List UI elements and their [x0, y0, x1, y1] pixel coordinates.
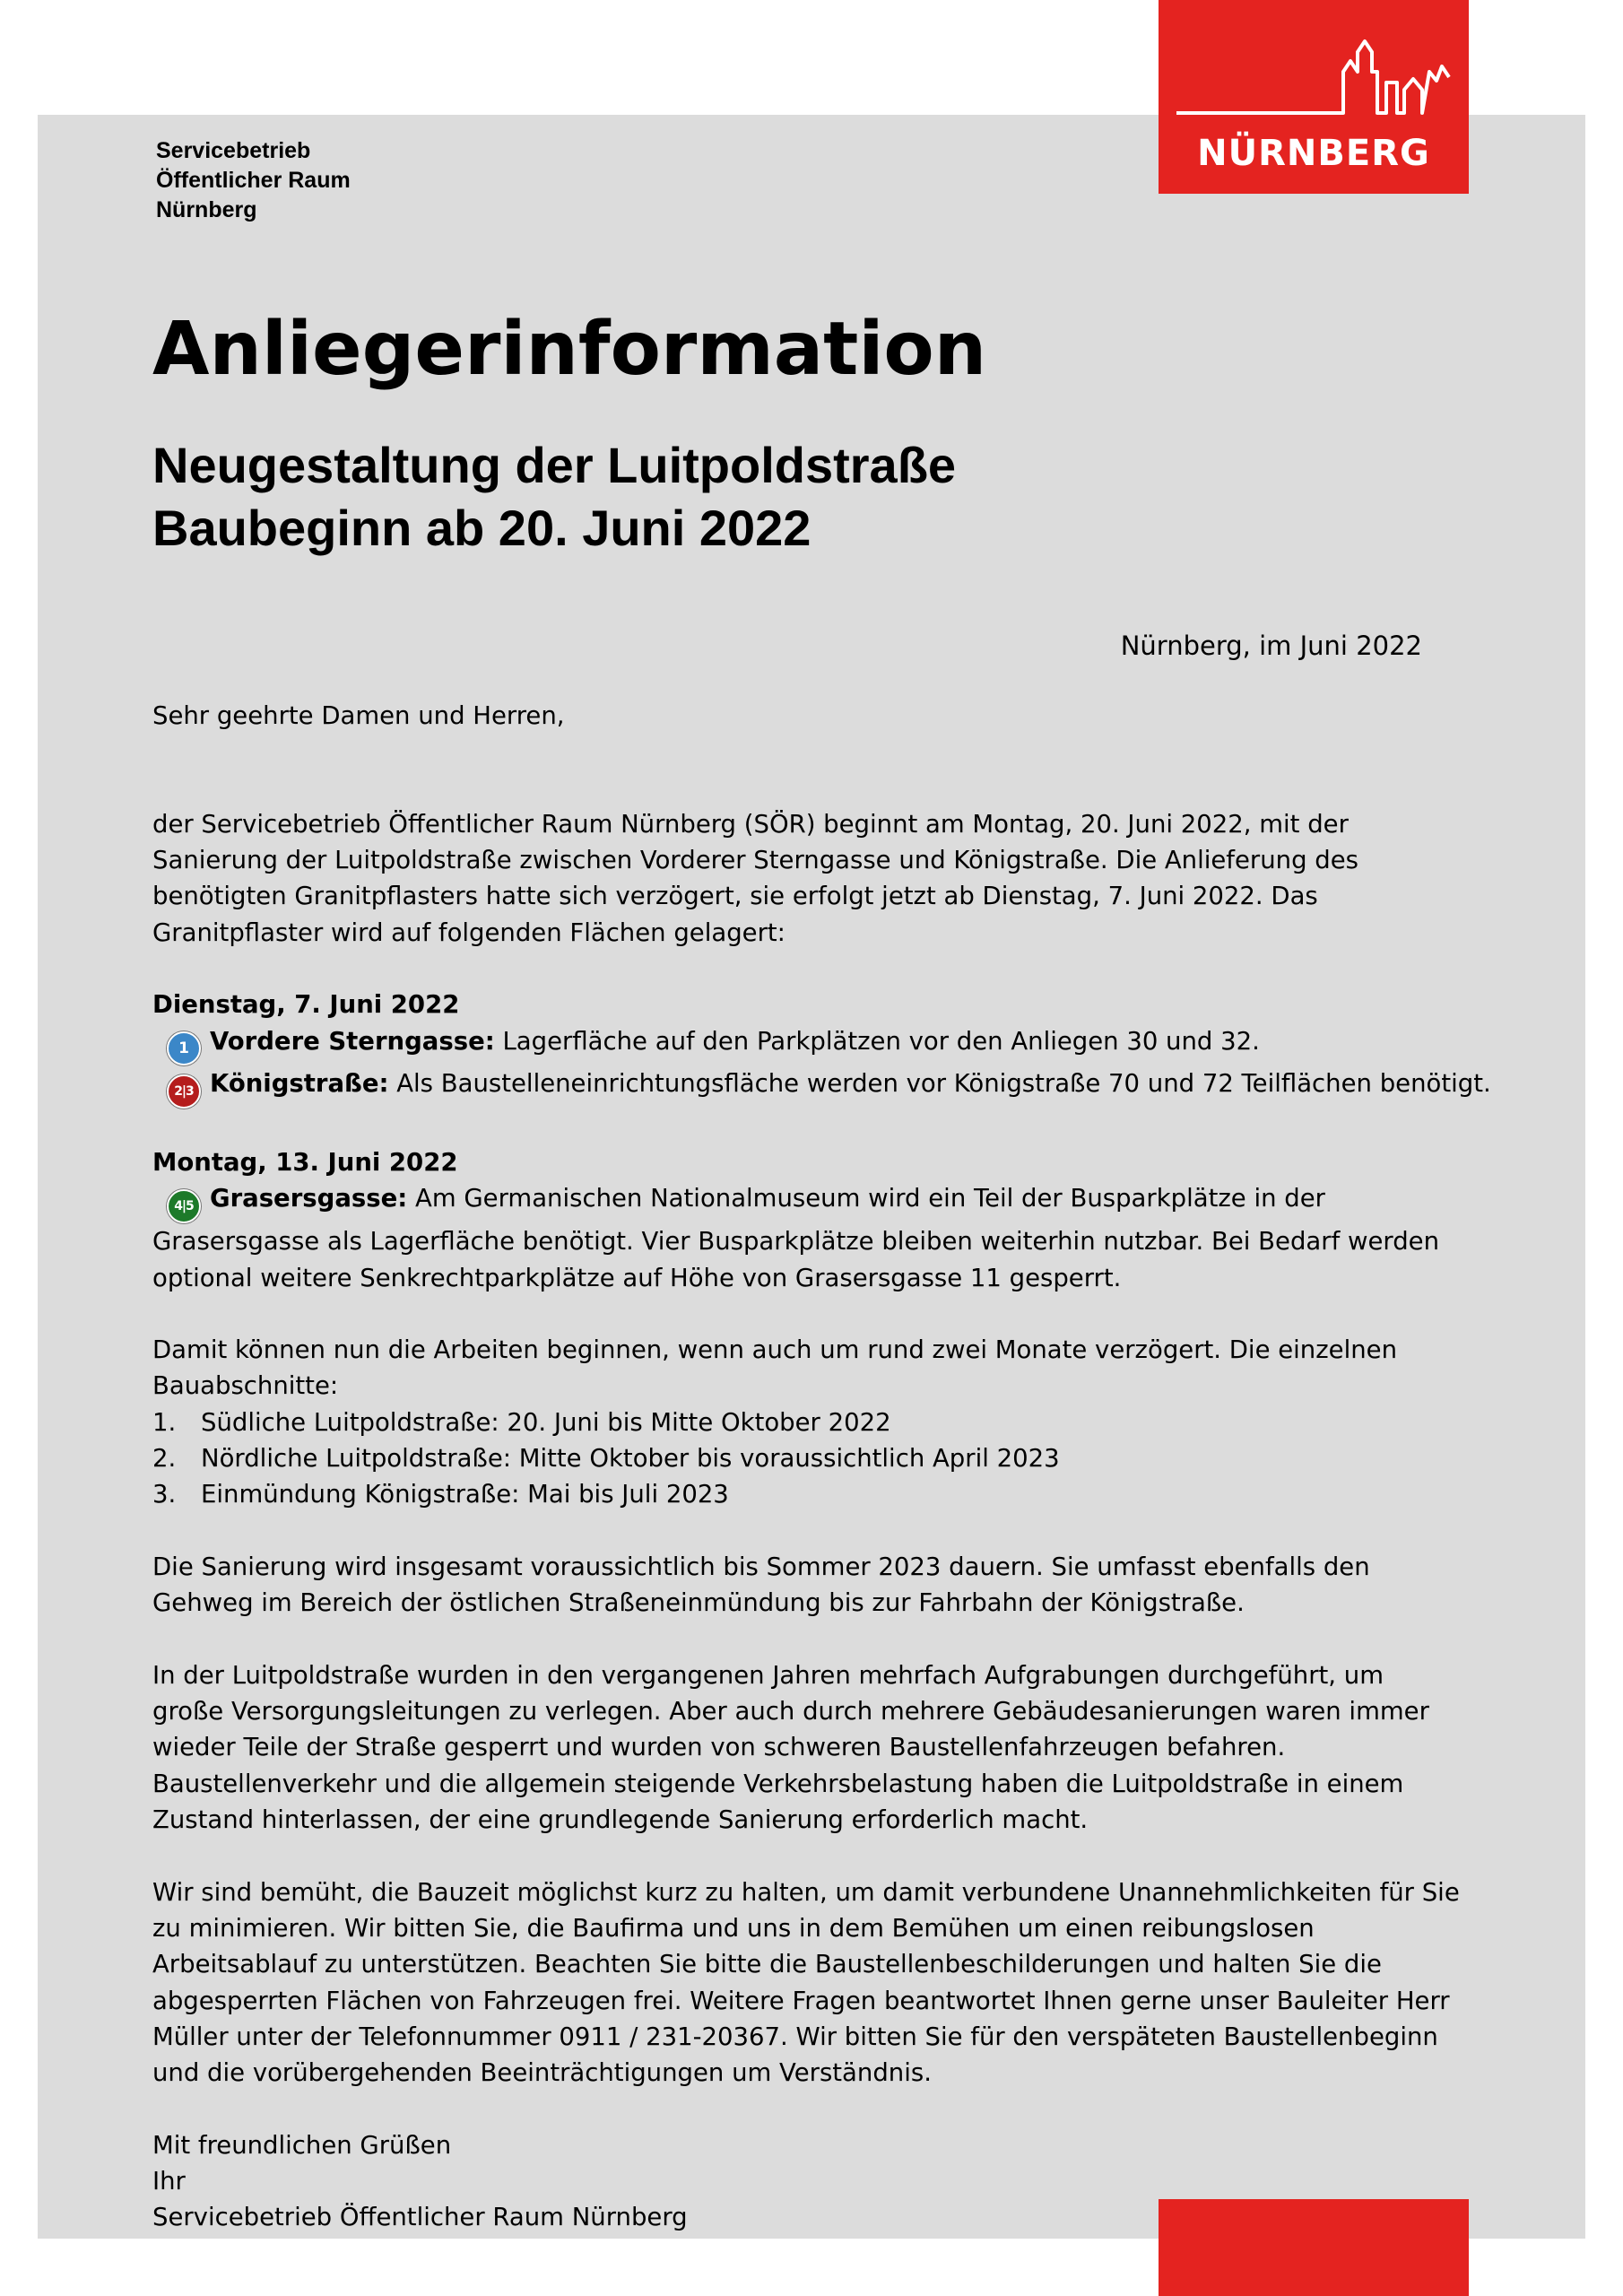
- location-name: Grasersgasse:: [210, 1184, 408, 1213]
- duration-paragraph: Die Sanierung wird insgesamt voraussichtlich bis Sommer 2023 dauern. Sie umfasst ebenfalls den Gehweg im Bereich der östlichen Straßeneinmündung bis zur Fahrbahn der Königstraße.: [152, 1552, 1370, 1618]
- document-subtitle: [152, 434, 956, 560]
- history-paragraph: In der Luitpoldstraße wurden in den vergangenen Jahren mehrfach Aufgrabungen durchgeführt, um große Versorgungsleitungen zu verlegen. Aber auch durch mehrere Gebäudesanierungen waren immer wieder Teile der Straße gesperrt und wurden von schweren Baustellenfahrzeugen befahren. Baustellenverkehr und die allgemein steigende Verkehrsbelastung haben die Luitpoldstraße in einem Zustand hinterlassen, der eine grundlegende Sanierung erforderlich macht.: [152, 1660, 1429, 1835]
- location-name: Vordere Sterngasse:: [210, 1026, 495, 1056]
- list-item: [152, 1023, 1462, 1065]
- nuernberg-logo: [1159, 0, 1469, 194]
- dateline: Nürnberg, im Juni 2022: [1120, 631, 1422, 661]
- salutation: Sehr geehrte Damen und Herren,: [152, 701, 565, 730]
- intro-paragraph: der Servicebetrieb Öffentlicher Raum Nürnberg (SÖR) beginnt am Montag, 20. Juni 2022, mit der Sanierung der Luitpoldstraße zwischen Vorderer Sterngasse und Königstraße. Die Anlieferung des benötigten Granitpflasters hatte sich verzögert, sie erfolgt jetzt ab Dienstag, 7. Juni 2022. Das Granitpflaster wird auf folgenden Flächen gelagert:: [152, 809, 1358, 947]
- closing-line: Servicebetrieb Öffentlicher Raum Nürnberg: [152, 2203, 688, 2232]
- phase-item: 1. Südliche Luitpoldstraße: 20. Juni bis Mitte Oktober 2022: [152, 1407, 891, 1437]
- castle-skyline-icon: [1175, 36, 1453, 135]
- section-heading: Montag, 13. Juni 2022: [152, 1147, 458, 1177]
- location-text: Am Germanischen Nationalmuseum wird ein Teil der Busparkplätze in der Grasersgasse als Lagerfläche benötigt. Vier Busparkplätze bleiben weiterhin nutzbar. Bei Bedarf werden optional weitere Senkrechtparkplätze auf Höhe von Grasersgasse 11 gesperrt.: [152, 1184, 1440, 1292]
- list-item: [152, 1065, 1491, 1109]
- letter-body: [152, 698, 1491, 2236]
- location-text: Lagerfläche auf den Parkplätzen vor den Anliegen 30 und 32.: [494, 1026, 1260, 1056]
- phases-list: [152, 1405, 1462, 1513]
- location-badge-icon: 1: [167, 1031, 201, 1065]
- location-name: Königstraße:: [210, 1068, 389, 1098]
- closing-line: Mit freundlichen Grüßen: [152, 2130, 452, 2160]
- list-item: [152, 1180, 1462, 1296]
- location-text: Als Baustelleneinrichtungsfläche werden vor Königstraße 70 und 72 Teilflächen benötigt.: [388, 1068, 1491, 1098]
- location-badge-icon: 2|3: [167, 1074, 201, 1109]
- subtitle-line: Baubeginn ab 20. Juni 2022: [152, 500, 812, 556]
- logo-text: NÜRNBERG: [1197, 133, 1430, 174]
- phases-intro: Damit können nun die Arbeiten beginnen, wenn auch um rund zwei Monate verzögert. Die einzelnen Bauabschnitte:: [152, 1335, 1397, 1401]
- phase-item: 2. Nördliche Luitpoldstraße: Mitte Oktober bis voraussichtlich April 2023: [152, 1444, 1060, 1474]
- document-title: Anliegerinformation: [152, 307, 987, 392]
- location-badge-icon: 4|5: [167, 1189, 201, 1223]
- sender-line: Nürnberg: [156, 197, 257, 222]
- phase-item: 3. Einmündung Königstraße: Mai bis Juli 2023: [152, 1480, 729, 1509]
- closing-line: Ihr: [152, 2166, 186, 2196]
- section-heading: Dienstag, 7. Juni 2022: [152, 990, 460, 1020]
- sender-line: Servicebetrieb: [156, 138, 311, 163]
- subtitle-line: Neugestaltung der Luitpoldstraße: [152, 437, 957, 493]
- sender-block: [156, 136, 351, 225]
- request-paragraph: Wir sind bemüht, die Bauzeit möglichst kurz zu halten, um damit verbundene Unannehmlichkeiten für Sie zu minimieren. Wir bitten Sie, die Baufirma und uns in dem Bemühen um einen reibungslosen Arbeitsablauf zu unterstützen. Beachten Sie bitte die Baustellenbeschilderungen und halten Sie die abgesperrten Flächen von Fahrzeugen frei. Weitere Fragen beantwortet Ihnen gerne unser Bauleiter Herr Müller unter der Telefonnummer 0911 / 231-20367. Wir bitten Sie für den verspäteten Baustellenbeginn und die vorübergehenden Beeinträchtigungen um Verständnis.: [152, 1877, 1460, 2088]
- sender-line: Öffentlicher Raum: [156, 168, 351, 193]
